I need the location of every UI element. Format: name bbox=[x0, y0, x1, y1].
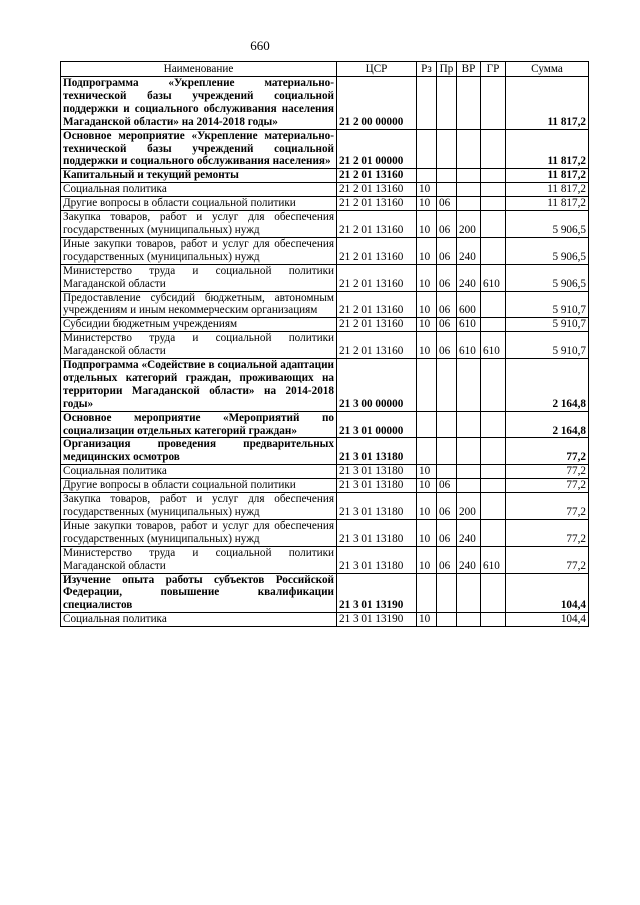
row-name-cell: Министерство труда и социальной политики Магаданской области bbox=[61, 546, 337, 573]
row-name-cell: Другие вопросы в области социальной политики bbox=[61, 479, 337, 493]
row-csr-cell: 21 2 01 13160 bbox=[337, 211, 417, 238]
row-csr-cell: 21 2 01 13160 bbox=[337, 237, 417, 264]
row-sum-cell: 5 910,7 bbox=[506, 318, 589, 332]
row-csr-cell: 21 2 01 13160 bbox=[337, 291, 417, 318]
row-sum-cell: 2 164,8 bbox=[506, 359, 589, 412]
row-rz-cell: 10 bbox=[417, 613, 437, 627]
row-gr-cell bbox=[481, 183, 506, 197]
table-row bbox=[61, 546, 589, 573]
row-gr-cell bbox=[481, 291, 506, 318]
table-row bbox=[61, 613, 589, 627]
row-sum-cell: 5 906,5 bbox=[506, 237, 589, 264]
row-csr-cell: 21 3 01 13180 bbox=[337, 546, 417, 573]
row-sum-cell: 77,2 bbox=[506, 493, 589, 520]
row-sum-cell: 77,2 bbox=[506, 438, 589, 465]
row-csr-cell: 21 3 01 13190 bbox=[337, 613, 417, 627]
row-sum-cell: 5 906,5 bbox=[506, 264, 589, 291]
page-number: 660 bbox=[250, 38, 270, 53]
row-sum-cell: 77,2 bbox=[506, 465, 589, 479]
row-gr-cell bbox=[481, 359, 506, 412]
row-pr-cell: 06 bbox=[437, 546, 457, 573]
row-vr-cell: 610 bbox=[457, 332, 481, 359]
row-rz-cell bbox=[417, 77, 437, 130]
row-rz-cell: 10 bbox=[417, 211, 437, 238]
row-sum-cell: 11 817,2 bbox=[506, 129, 589, 169]
table-row bbox=[61, 479, 589, 493]
row-rz-cell bbox=[417, 359, 437, 412]
row-csr-cell: 21 3 01 13180 bbox=[337, 465, 417, 479]
row-csr-cell: 21 3 01 13190 bbox=[337, 573, 417, 613]
row-name-cell: Иные закупки товаров, работ и услуг для обеспечения государственных (муниципальных) нужд bbox=[61, 237, 337, 264]
row-pr-cell bbox=[437, 573, 457, 613]
row-sum-cell: 77,2 bbox=[506, 519, 589, 546]
row-csr-cell: 21 3 01 13180 bbox=[337, 493, 417, 520]
row-vr-cell bbox=[457, 438, 481, 465]
row-gr-cell bbox=[481, 129, 506, 169]
row-gr-cell bbox=[481, 613, 506, 627]
row-pr-cell: 06 bbox=[437, 291, 457, 318]
row-vr-cell: 240 bbox=[457, 546, 481, 573]
row-rz-cell: 10 bbox=[417, 332, 437, 359]
row-csr-cell: 21 2 01 13160 bbox=[337, 197, 417, 211]
row-name-cell: Другие вопросы в области социальной политики bbox=[61, 197, 337, 211]
row-gr-cell bbox=[481, 211, 506, 238]
budget-table bbox=[60, 61, 589, 627]
row-sum-cell: 11 817,2 bbox=[506, 197, 589, 211]
row-rz-cell bbox=[417, 411, 437, 438]
row-csr-cell: 21 3 01 13180 bbox=[337, 438, 417, 465]
row-sum-cell: 77,2 bbox=[506, 479, 589, 493]
row-pr-cell bbox=[437, 183, 457, 197]
column-header-vr: ВР bbox=[457, 62, 481, 77]
row-csr-cell: 21 2 01 13160 bbox=[337, 332, 417, 359]
row-name-cell: Капитальный и текущий ремонты bbox=[61, 169, 337, 183]
row-gr-cell bbox=[481, 479, 506, 493]
row-csr-cell: 21 2 01 00000 bbox=[337, 129, 417, 169]
row-rz-cell bbox=[417, 169, 437, 183]
row-gr-cell: 610 bbox=[481, 546, 506, 573]
row-sum-cell: 104,4 bbox=[506, 573, 589, 613]
row-gr-cell bbox=[481, 77, 506, 130]
row-gr-cell bbox=[481, 169, 506, 183]
table-body bbox=[61, 77, 589, 627]
row-pr-cell bbox=[437, 613, 457, 627]
table-row bbox=[61, 197, 589, 211]
row-rz-cell: 10 bbox=[417, 291, 437, 318]
row-name-cell: Закупка товаров, работ и услуг для обеспечения государственных (муниципальных) нужд bbox=[61, 493, 337, 520]
row-pr-cell: 06 bbox=[437, 519, 457, 546]
row-rz-cell: 10 bbox=[417, 264, 437, 291]
row-name-cell: Подпрограмма «Содействие в социальной адаптации отдельных категорий граждан, проживающих на территории Магаданской области» на 2014-2018 годы» bbox=[61, 359, 337, 412]
row-name-cell: Предоставление субсидий бюджетным, автономным учреждениям и иным некоммерческим организациям bbox=[61, 291, 337, 318]
row-vr-cell bbox=[457, 77, 481, 130]
row-sum-cell: 5 906,5 bbox=[506, 211, 589, 238]
row-vr-cell bbox=[457, 359, 481, 412]
row-name-cell: Иные закупки товаров, работ и услуг для обеспечения государственных (муниципальных) нужд bbox=[61, 519, 337, 546]
row-rz-cell: 10 bbox=[417, 237, 437, 264]
row-vr-cell: 240 bbox=[457, 519, 481, 546]
row-gr-cell: 610 bbox=[481, 332, 506, 359]
row-gr-cell bbox=[481, 237, 506, 264]
row-vr-cell: 610 bbox=[457, 318, 481, 332]
row-name-cell: Изучение опыта работы субъектов Российской Федерации, повышение квалификации специалистов bbox=[61, 573, 337, 613]
row-rz-cell: 10 bbox=[417, 493, 437, 520]
row-name-cell: Социальная политика bbox=[61, 183, 337, 197]
row-csr-cell: 21 2 01 13160 bbox=[337, 169, 417, 183]
table-row bbox=[61, 318, 589, 332]
table-row bbox=[61, 77, 589, 130]
row-sum-cell: 5 910,7 bbox=[506, 291, 589, 318]
row-rz-cell: 10 bbox=[417, 183, 437, 197]
row-csr-cell: 21 2 01 13160 bbox=[337, 318, 417, 332]
row-pr-cell: 06 bbox=[437, 479, 457, 493]
row-vr-cell: 240 bbox=[457, 237, 481, 264]
row-rz-cell: 10 bbox=[417, 465, 437, 479]
row-vr-cell: 200 bbox=[457, 493, 481, 520]
row-vr-cell: 200 bbox=[457, 211, 481, 238]
row-vr-cell: 600 bbox=[457, 291, 481, 318]
table-row bbox=[61, 573, 589, 613]
row-vr-cell bbox=[457, 169, 481, 183]
row-name-cell: Социальная политика bbox=[61, 613, 337, 627]
row-name-cell: Основное мероприятие «Укрепление материально-технической базы учреждений социальной поддержки и социального обслуживания населения» bbox=[61, 129, 337, 169]
column-header-pr: Пр bbox=[437, 62, 457, 77]
column-header-gr: ГР bbox=[481, 62, 506, 77]
row-rz-cell: 10 bbox=[417, 197, 437, 211]
table-row bbox=[61, 465, 589, 479]
row-pr-cell bbox=[437, 77, 457, 130]
table-row bbox=[61, 169, 589, 183]
row-csr-cell: 21 2 01 13160 bbox=[337, 183, 417, 197]
row-rz-cell: 10 bbox=[417, 546, 437, 573]
row-pr-cell: 06 bbox=[437, 237, 457, 264]
row-csr-cell: 21 3 01 13180 bbox=[337, 479, 417, 493]
table-row bbox=[61, 411, 589, 438]
row-csr-cell: 21 2 00 00000 bbox=[337, 77, 417, 130]
table-row bbox=[61, 129, 589, 169]
row-vr-cell bbox=[457, 129, 481, 169]
row-sum-cell: 11 817,2 bbox=[506, 77, 589, 130]
row-sum-cell: 2 164,8 bbox=[506, 411, 589, 438]
row-sum-cell: 77,2 bbox=[506, 546, 589, 573]
row-pr-cell: 06 bbox=[437, 332, 457, 359]
row-name-cell: Министерство труда и социальной политики Магаданской области bbox=[61, 332, 337, 359]
row-pr-cell: 06 bbox=[437, 493, 457, 520]
row-vr-cell bbox=[457, 479, 481, 493]
row-sum-cell: 11 817,2 bbox=[506, 169, 589, 183]
row-sum-cell: 5 910,7 bbox=[506, 332, 589, 359]
row-pr-cell bbox=[437, 438, 457, 465]
table-row bbox=[61, 183, 589, 197]
row-gr-cell bbox=[481, 411, 506, 438]
row-rz-cell bbox=[417, 573, 437, 613]
row-pr-cell bbox=[437, 129, 457, 169]
row-name-cell: Закупка товаров, работ и услуг для обеспечения государственных (муниципальных) нужд bbox=[61, 211, 337, 238]
table-row bbox=[61, 237, 589, 264]
row-gr-cell bbox=[481, 493, 506, 520]
table-row bbox=[61, 493, 589, 520]
row-pr-cell: 06 bbox=[437, 318, 457, 332]
row-gr-cell bbox=[481, 197, 506, 211]
row-rz-cell bbox=[417, 129, 437, 169]
row-name-cell: Социальная политика bbox=[61, 465, 337, 479]
row-gr-cell bbox=[481, 573, 506, 613]
row-pr-cell bbox=[437, 359, 457, 412]
row-vr-cell: 240 bbox=[457, 264, 481, 291]
row-sum-cell: 104,4 bbox=[506, 613, 589, 627]
row-name-cell: Подпрограмма «Укрепление материально-технической базы учреждений социальной поддержки и социального обслуживания населения Магаданской области» на 2014-2018 годы» bbox=[61, 77, 337, 130]
row-name-cell: Организация проведения предварительных медицинских осмотров bbox=[61, 438, 337, 465]
row-gr-cell bbox=[481, 465, 506, 479]
row-pr-cell bbox=[437, 169, 457, 183]
column-header-name: Наименование bbox=[61, 62, 337, 77]
column-header-csr: ЦСР bbox=[337, 62, 417, 77]
column-header-sum: Сумма bbox=[506, 62, 589, 77]
row-vr-cell bbox=[457, 183, 481, 197]
row-pr-cell bbox=[437, 465, 457, 479]
row-gr-cell bbox=[481, 438, 506, 465]
row-name-cell: Основное мероприятие «Мероприятий по социализации отдельных категорий граждан» bbox=[61, 411, 337, 438]
table-row bbox=[61, 291, 589, 318]
table-row bbox=[61, 438, 589, 465]
row-vr-cell bbox=[457, 411, 481, 438]
row-vr-cell bbox=[457, 465, 481, 479]
row-sum-cell: 11 817,2 bbox=[506, 183, 589, 197]
table-row bbox=[61, 332, 589, 359]
row-csr-cell: 21 3 01 00000 bbox=[337, 411, 417, 438]
row-gr-cell bbox=[481, 519, 506, 546]
row-vr-cell bbox=[457, 197, 481, 211]
table-header bbox=[61, 62, 589, 77]
row-csr-cell: 21 2 01 13160 bbox=[337, 264, 417, 291]
table-row bbox=[61, 359, 589, 412]
row-gr-cell bbox=[481, 318, 506, 332]
row-pr-cell: 06 bbox=[437, 211, 457, 238]
row-csr-cell: 21 3 00 00000 bbox=[337, 359, 417, 412]
row-pr-cell: 06 bbox=[437, 264, 457, 291]
row-csr-cell: 21 3 01 13180 bbox=[337, 519, 417, 546]
row-name-cell: Субсидии бюджетным учреждениям bbox=[61, 318, 337, 332]
row-rz-cell bbox=[417, 438, 437, 465]
row-name-cell: Министерство труда и социальной политики Магаданской области bbox=[61, 264, 337, 291]
row-rz-cell: 10 bbox=[417, 479, 437, 493]
row-rz-cell: 10 bbox=[417, 318, 437, 332]
table-row bbox=[61, 264, 589, 291]
table-row bbox=[61, 519, 589, 546]
row-vr-cell bbox=[457, 613, 481, 627]
row-gr-cell: 610 bbox=[481, 264, 506, 291]
row-pr-cell bbox=[437, 411, 457, 438]
row-rz-cell: 10 bbox=[417, 519, 437, 546]
row-pr-cell: 06 bbox=[437, 197, 457, 211]
row-vr-cell bbox=[457, 573, 481, 613]
table-row bbox=[61, 211, 589, 238]
column-header-rz: Рз bbox=[417, 62, 437, 77]
